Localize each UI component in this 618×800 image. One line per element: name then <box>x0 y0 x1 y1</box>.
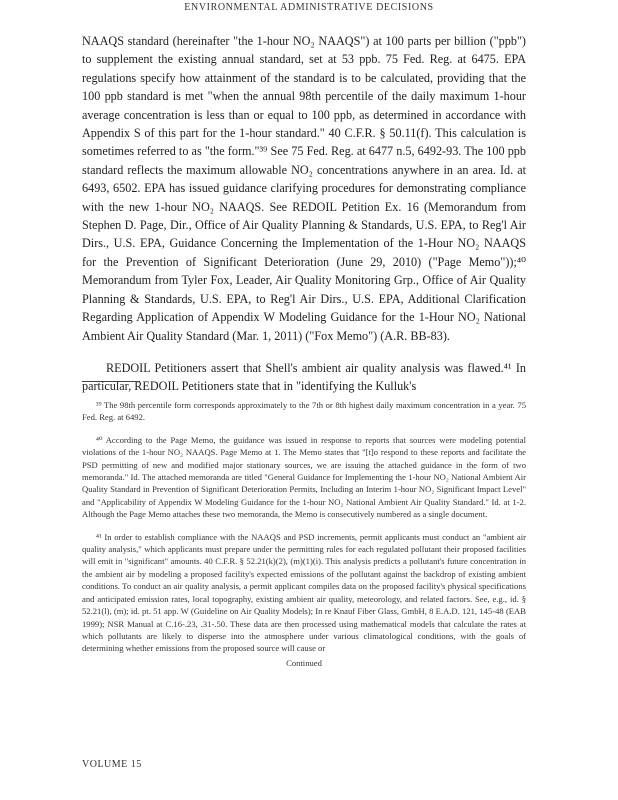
footnote-39: ³⁹ The 98th percentile form corresponds approximately to the 7th or 8th highest daily maximum concentration in a year. 75 Fed. Reg. at 6492. <box>82 400 526 423</box>
footnotes <box>82 399 526 669</box>
footnote-41: ⁴¹ In order to establish compliance with the NAAQS and PSD increments, permit applicants must conduct an "ambient air quality analysis," which applicants must prepare under the permitting rules for each regulated pollutant their proposed facilities will emit in "significant" amounts. 40 C.F.R. § 52.21(k)(2), (m)(1)(i). This analysis predicts a pollutant's future concentration in the ambient air by modeling a proposed facility's expected emissions of the pollutant against the backdrop of existing ambient conditions. To conduct an air quality analysis, a permit applicant compiles data on the proposed facility's physical specifications and anticipated emission rates, local topography, existing ambient air quality, meteorology, and related factors. See, e.g., id. § 52.21(l), (m); id. pt. 51 app. W (Guideline on Air Quality Models); In re Knauf Fiber Glass, GmbH, 8 E.A.D. 121, 145-48 (EAB 1999); NSR Manual at C.16-.23, .31-.50. These data are then processed using mathematical models that calculate the rates at which pollutants are likely to disperse into the atmosphere under various climatological conditions, with the goals of determining whether emissions from the proposed source will cause or <box>82 531 526 654</box>
body-paragraph-2: REDOIL Petitioners assert that Shell's ambient air quality analysis was flawed.⁴¹ In particular, REDOIL Petitioners state that in "identifying the Kulluk's <box>82 360 526 394</box>
footnote-40: ⁴⁰ According to the Page Memo, the guidance was issued in response to reports that sources were modeling potential violations of the 1-hour NO₂ NAAQS. Page Memo at 1. The Memo states that "[t]o respond to these reports and facilitate the PSD permitting of new and modified major stationary sources, we are issuing the attached guidance in the form of two memoranda." Id. The attached memoranda are titled "General Guidance for Implementing the 1-hour NO₂ National Ambient Air Quality Standard in Prevention of Significant Deterioration Permits, Including an Interim 1-hour NO₂ Significant Impact Level" and "Applicability of Appendix W Modeling Guidance for the 1-hour NO₂ National Ambient Air Quality Standard." Id. at 1-2. Although the Page Memo attaches these two memoranda, the Memo is consecutively numbered as a single document. <box>82 434 526 520</box>
footnote-divider <box>82 381 140 382</box>
body-paragraph-1: NAAQS standard (hereinafter "the 1-hour NO₂ NAAQS") at 100 parts per billion ("ppb") to supplement the existing annual standard, set at 53 ppb. 75 Fed. Reg. at 6475. EPA regulations specify how attainment of the standard is to be calculated, providing that the 100 ppb standard is met "when the annual 98th percentile of the daily maximum 1-hour average concentration is less than or equal to 100 ppb, as determined in accordance with Appendix S of this part for the 1-hour standard." 40 C.F.R. § 50.11(f). This calculation is sometimes referred to as "the form."³⁹ See 75 Fed. Reg. at 6477 n.5, 6492-93. The 100 ppb standard reflects the maximum allowable NO₂ concentrations anywhere in an area. Id. at 6493, 6502. EPA has issued guidance clarifying procedures for demonstrating compliance with the new 1-hour NO₂ NAAQS. See REDOIL Petition Ex. 16 (Memorandum from Stephen D. Page, Dir., Office of Air Quality Planning & Standards, U.S. EPA, to Reg'l Air Dirs., U.S. EPA, Guidance Concerning the Implementation of the 1-Hour NO₂ NAAQS for the Prevention of Significant Deterioration (June 29, 2010) ("Page Memo"));⁴⁰ Memorandum from Tyler Fox, Leader, Air Quality Monitoring Grp., Office of Air Quality Planning & Standards, U.S. EPA, to Reg'l Air Dirs., U.S. EPA, Additional Clarification Regarding Application of Appendix W Modeling Guidance for the 1-Hour NO₂ National Ambient Air Quality Standard (Mar. 1, 2011) ("Fox Memo") (A.R. BB-83). <box>82 34 526 343</box>
volume-footer: VOLUME 15 <box>82 759 142 770</box>
running-head: ENVIRONMENTAL ADMINISTRATIVE DECISIONS <box>184 2 434 13</box>
main-text <box>82 32 526 396</box>
continued-note: Continued <box>286 657 322 668</box>
